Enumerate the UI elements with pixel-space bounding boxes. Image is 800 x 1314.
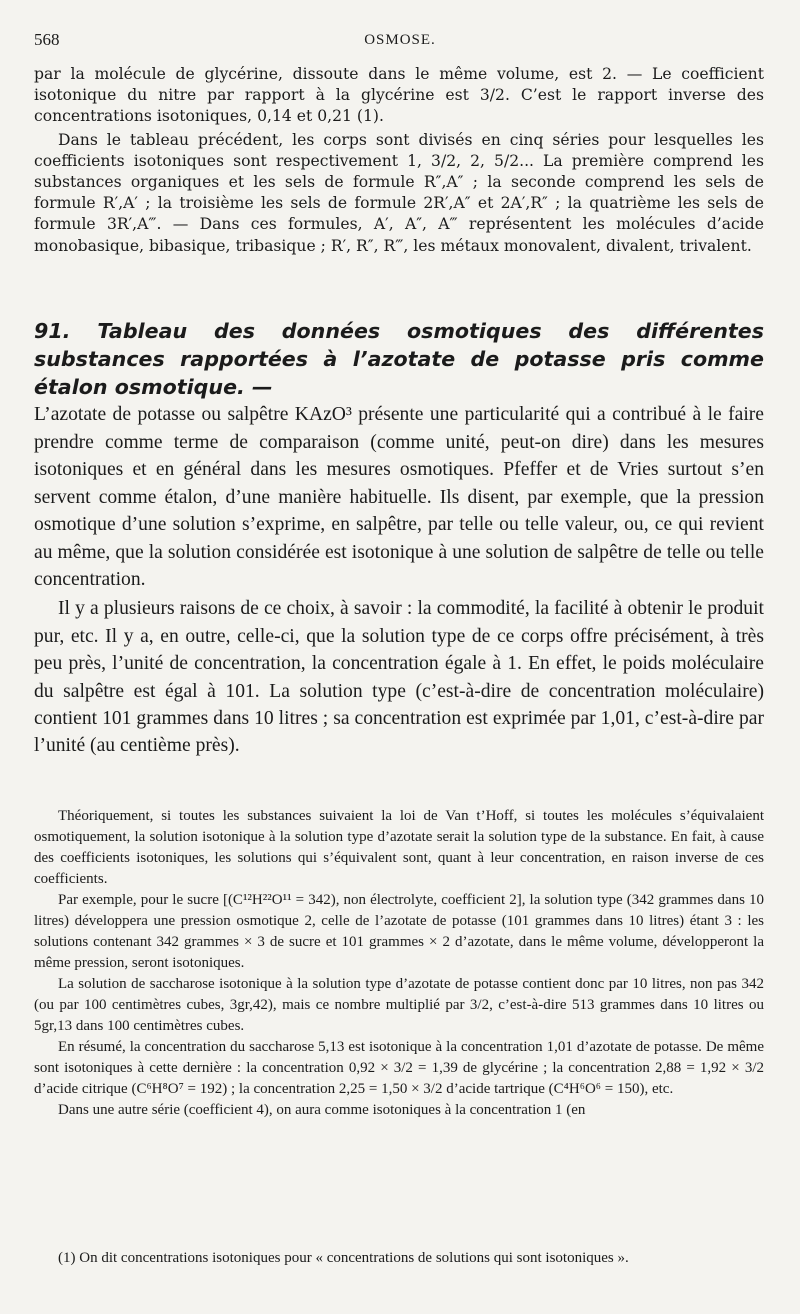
section-title: 91. Tableau des données osmotiques des différentes substances rapportées à l’azotate de potasse pris comme étalon osmotique. — (34, 319, 764, 399)
intro-paragraph: Dans le tableau précédent, les corps sont divisés en cinq séries pour lesquelles les coefficients isotoniques sont respectivement 1, 3/2, 2, 5/2... La première comprend les substances organiques et les sels de formule R″,A″ ; la seconde comprend les sels de formule R′,A′ ; la troisième les sels de formule 2R′,A″ et 2A′,R″ ; la quatrième les sels de formule 3R′,A‴. — Dans ces formules, A′, A″, A‴ représentent les molécules d’acide monobasique, bibasique, tribasique ; R′, R″, R‴, les métaux monovalent, divalent, trivalent. (34, 130, 764, 255)
note-paragraph: En résumé, la concentration du saccharose 5,13 est isotonique à la concentration 1,01 d’azotate de potasse. De même sont isotoniques à cette dernière : la concentration 0,92 × 3/2 = 1,39 de glycérine ; la concentration 2,88 = 1,92 × 3/2 d’acide citrique (C⁶H⁸O⁷ = 192) ; la concentration 2,25 = 1,50 × 3/2 d’acide tartrique (C⁴H⁶O⁶ = 150), etc. (34, 1039, 764, 1097)
note-paragraph: Par exemple, pour le sucre [(C¹²H²²O¹¹ = 342), non électrolyte, coefficient 2], la solution type (342 grammes dans 10 litres) développera une pression osmotique 2, celle de l’azotate de potasse (101 grammes dans 10 litres) étant 3 : les solutions contenant 342 grammes × 3 de sucre et 101 grammes × 2 d’azotate, dans le même volume, développeront la même pression, seront isotoniques. (34, 892, 764, 971)
note-paragraph: Dans une autre série (coefficient 4), on aura comme isotoniques à la concentration 1 (en (58, 1102, 586, 1118)
footnote: (1) On dit concentrations isotoniques pour « concentrations de solutions qui sont isotoniques ». (58, 1250, 629, 1266)
running-title: OSMOSE. (364, 32, 436, 48)
intro-block (34, 64, 764, 257)
footnote-block (34, 1248, 764, 1269)
notes-block (34, 806, 764, 1121)
section-91 (34, 318, 764, 760)
note-paragraph: Théoriquement, si toutes les substances suivaient la loi de Van t’Hoff, si toutes les molécules s’équivalaient osmotiquement, la solution isotonique à la solution type d’azotate serait la solution type de la substance. En fait, à cause des coefficients isotoniques, les solutions qui s’équivalent sont, quant à leur concentration, en raison inverse de ces coefficients. (34, 808, 764, 887)
page-number: 568 (34, 30, 60, 49)
page-header (34, 30, 766, 54)
body-paragraph: Il y a plusieurs raisons de ce choix, à savoir : la commodité, la facilité à obtenir le produit pur, etc. Il y a, en outre, celle-ci, que la solution type de ce corps offre précisément, à très peu près, l’unité de concentration, la concentration égale à 1. En effet, le poids moléculaire du salpêtre est égal à 101. La solution type (c’est-à-dire de concentration moléculaire) contient 101 grammes dans 10 litres ; sa concentration est exprimée par 1,01, c’est-à-dire par l’unité (au centième près). (34, 598, 764, 757)
note-paragraph: La solution de saccharose isotonique à la solution type d’azotate de potasse contient donc par 10 litres, non pas 342 (ou par 100 centimètres cubes, 3gr,42), mais ce nombre multiplié par 3/2, c’est-à-dire 513 grammes dans 10 litres ou 5gr,13 dans 100 centimètres cubes. (34, 976, 764, 1034)
body-paragraph: L’azotate de potasse ou salpêtre KAzO³ présente une particularité qui a contribué à le faire prendre comme terme de comparaison (comme unité, peut-on dire) dans les mesures isotoniques et en général dans les mesures osmotiques. Pfeffer et de Vries surtout s’en servent comme étalon, d’une manière habituelle. Ils disent, par exemple, que la pression osmotique d’une solution s’exprime, en salpêtre, par telle ou telle valeur, ou, ce qui revient au même, que la solution considérée est isotonique à une solution de salpêtre de telle ou telle concentration. (34, 404, 764, 590)
intro-paragraph: par la molécule de glycérine, dissoute dans le même volume, est 2. — Le coefficient isotonique du nitre par rapport à la glycérine est 3/2. C’est le rapport inverse des concentrations isotoniques, 0,14 et 0,21 (1). (34, 65, 764, 126)
